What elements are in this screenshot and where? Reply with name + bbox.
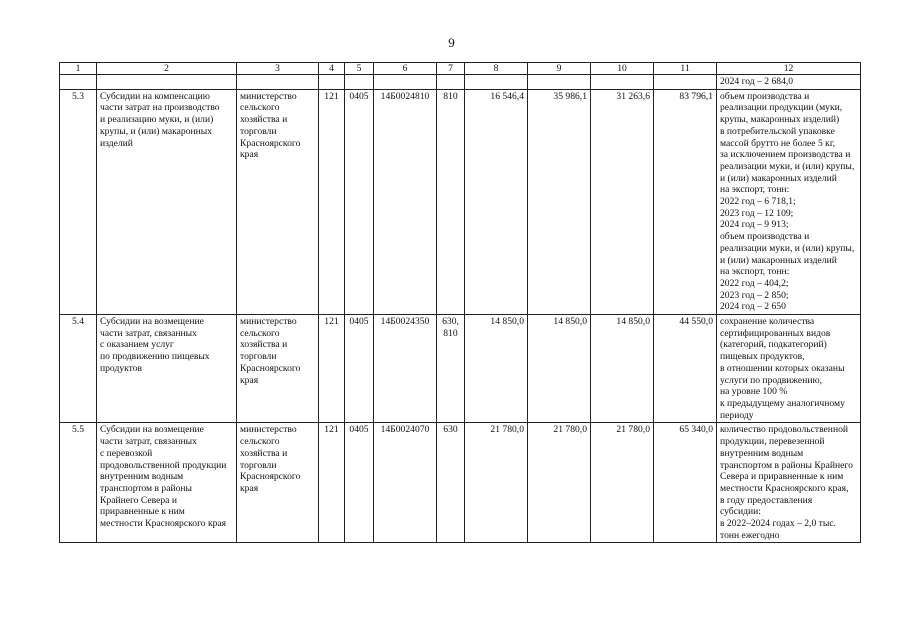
agency-name: министерство сельского хозяйства и торговли Красноярского края xyxy=(237,423,319,543)
agency-name: министерство сельского хозяйства и торговли Красноярского края xyxy=(237,89,319,314)
csr-code: 14Б0024070 xyxy=(374,423,437,543)
header-cell: 8 xyxy=(465,63,528,75)
program-table xyxy=(59,62,861,543)
amount-total: 83 796,1 xyxy=(654,89,717,314)
header-cell: 6 xyxy=(374,63,437,75)
rzpr-code: 0405 xyxy=(345,423,374,543)
amount-2022: 16 546,4 xyxy=(465,89,528,314)
header-cell: 7 xyxy=(437,63,465,75)
vr-code: 630, 810 xyxy=(437,315,465,423)
expected-result: количество продовольственной продукции, перевезенной внутренним водным транспортом в районы Крайнего Севера и приравненные к ним местности Красноярского края, в году предоставления субсидии: в 2022–2024 годах – 2,0 тыс. тонн ежегодно xyxy=(717,423,861,543)
grbs-code: 121 xyxy=(319,423,345,543)
measure-name: Субсидии на возмещение части затрат, связанных с перевозкой продовольственной продукции внутренним водным транспортом в районы Крайнего Севера и приравненные к ним местности Красноярского края xyxy=(97,423,237,543)
amount-2024: 21 780,0 xyxy=(591,423,654,543)
amount-2023: 21 780,0 xyxy=(528,423,591,543)
continuation-cell: 2024 год – 2 684,0 xyxy=(717,75,861,90)
continuation-row xyxy=(60,75,861,90)
table-row xyxy=(60,89,861,314)
grbs-code: 121 xyxy=(319,89,345,314)
agency-name: министерство сельского хозяйства и торговли Красноярского края xyxy=(237,315,319,423)
row-number: 5.3 xyxy=(60,89,97,314)
header-cell: 11 xyxy=(654,63,717,75)
table-row xyxy=(60,423,861,543)
measure-name: Субсидии на компенсацию части затрат на производство и реализацию муки, и (или) крупы, и (или) макаронных изделий xyxy=(97,89,237,314)
header-row xyxy=(60,63,861,75)
expected-result: объем производства и реализации продукции (муки, крупы, макаронных изделий) в потребительской упаковке массой брутто не более 5 кг, за исключением производства и реализации муки, и (или) крупы, и (или) макаронных изделий на экспорт, тонн: 2022 год – 6 718,1; 2023 год – 12 109; 2024 год – 9 913; объем производства и реализации муки, и (или) крупы, и (или) макаронных изделий на экспорт, тонн: 2022 год – 404,2; 2023 год – 2 850; 2024 год – 2 650 xyxy=(717,89,861,314)
page-number: 9 xyxy=(448,35,455,50)
header-cell: 3 xyxy=(237,63,319,75)
expected-result: сохранение количества сертифицированных видов (категорий, подкатегорий) пищевых продуктов, в отношении которых оказаны услуги по продвижению, на уровне 100 % к предыдущему аналогичному периоду xyxy=(717,315,861,423)
amount-2023: 35 986,1 xyxy=(528,89,591,314)
header-cell: 2 xyxy=(97,63,237,75)
measure-name: Субсидии на возмещение части затрат, связанных с оказанием услуг по продвижению пищевых продуктов xyxy=(97,315,237,423)
amount-2024: 31 263,6 xyxy=(591,89,654,314)
row-number: 5.5 xyxy=(60,423,97,543)
header-cell: 5 xyxy=(345,63,374,75)
header-cell: 9 xyxy=(528,63,591,75)
grbs-code: 121 xyxy=(319,315,345,423)
header-cell: 12 xyxy=(717,63,861,75)
csr-code: 14Б0024810 xyxy=(374,89,437,314)
amount-total: 44 550,0 xyxy=(654,315,717,423)
header-cell: 4 xyxy=(319,63,345,75)
amount-total: 65 340,0 xyxy=(654,423,717,543)
header-cell: 1 xyxy=(60,63,97,75)
rzpr-code: 0405 xyxy=(345,89,374,314)
table-row xyxy=(60,315,861,423)
vr-code: 630 xyxy=(437,423,465,543)
vr-code: 810 xyxy=(437,89,465,314)
amount-2022: 14 850,0 xyxy=(465,315,528,423)
csr-code: 14Б0024350 xyxy=(374,315,437,423)
header-cell: 10 xyxy=(591,63,654,75)
amount-2024: 14 850,0 xyxy=(591,315,654,423)
row-number: 5.4 xyxy=(60,315,97,423)
amount-2023: 14 850,0 xyxy=(528,315,591,423)
rzpr-code: 0405 xyxy=(345,315,374,423)
amount-2022: 21 780,0 xyxy=(465,423,528,543)
